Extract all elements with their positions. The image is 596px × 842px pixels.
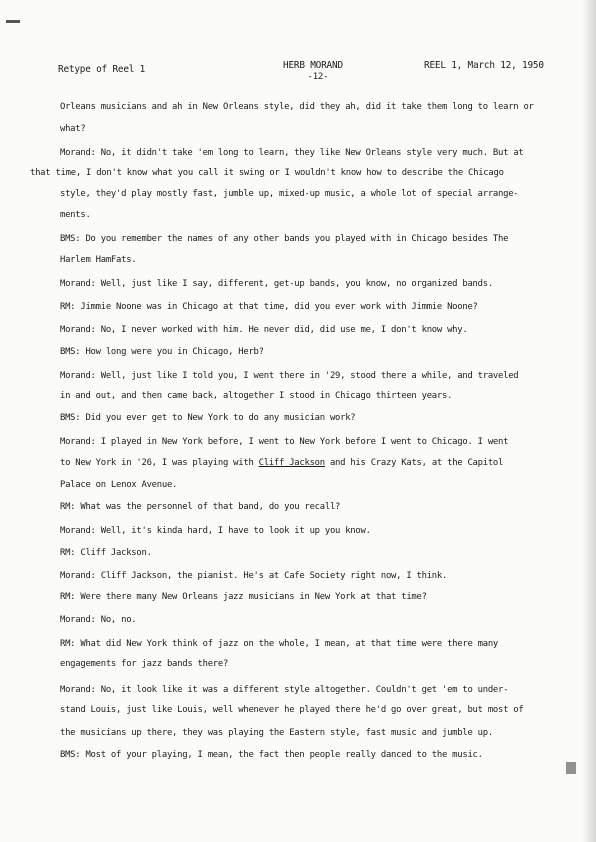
- transcript-line: what?: [60, 124, 86, 134]
- transcript-line: RM: Were there many New Orleans jazz musicians in New York at that time?: [60, 592, 427, 602]
- transcript-line: Palace on Lenox Avenue.: [60, 480, 178, 490]
- underlined-name: Cliff Jackson: [258, 458, 325, 468]
- page-number: -12-: [307, 72, 329, 82]
- transcript-line: BMS: Most of your playing, I mean, the fact then people really danced to the music.: [60, 750, 483, 760]
- interviewee-name: HERB MORAND: [283, 60, 343, 71]
- transcript-line: BMS: How long were you in Chicago, Herb?: [60, 347, 264, 357]
- reel-date: REEL 1, March 12, 1950: [424, 60, 544, 71]
- transcript-line: Morand: No, no.: [60, 615, 137, 625]
- transcript-line: RM: What did New York think of jazz on the whole, I mean, at that time were there many: [60, 639, 499, 649]
- transcript-line: Morand: No, I never worked with him. He never did, did use me, I don't know why.: [60, 325, 468, 335]
- transcript-line: Harlem HamFats.: [60, 255, 137, 265]
- transcript-line: Morand: I played in New York before, I went to New York before I went to Chicago. I went: [60, 437, 509, 447]
- transcript-line: style, they'd play mostly fast, jumble up, mixed-up music, a whole lot of special arrange-: [60, 189, 519, 199]
- scan-edge-shadow: [582, 0, 596, 842]
- transcript-line: BMS: Do you remember the names of any other bands you played with in Chicago besides The: [60, 234, 509, 244]
- transcript-line: the musicians up there, they was playing the Eastern style, fast music and jumble up.: [60, 728, 493, 738]
- transcript-line: BMS: Did you ever get to New York to do any musician work?: [60, 413, 356, 423]
- transcript-line: RM: What was the personnel of that band, do you recall?: [60, 502, 341, 512]
- transcript-line: Morand: Cliff Jackson, the pianist. He's at Cafe Society right now, I think.: [60, 571, 448, 581]
- transcript-line: stand Louis, just like Louis, well whenever he played there he'd go over great, but most of: [60, 705, 524, 715]
- transcript-line: that time, I don't know what you call it swing or I wouldn't know how to describe the Chicago: [30, 168, 504, 178]
- retype-label: Retype of Reel 1: [58, 64, 146, 75]
- scan-mark: [566, 762, 576, 774]
- transcript-line: Orleans musicians and ah in New Orleans style, did they ah, did it take them long to learn or: [60, 102, 534, 112]
- interview-title: [283, 60, 343, 82]
- transcript-line: Morand: Well, just like I say, different, get-up bands, you know, no organized bands.: [60, 279, 493, 289]
- transcript-line: Morand: Well, just like I told you, I went there in '29, stood there a while, and traveled: [60, 371, 519, 381]
- page-header: [0, 60, 596, 90]
- transcript-line: Morand: Well, it's kinda hard, I have to look it up you know.: [60, 526, 371, 536]
- transcript-line: Morand: No, it look like it was a different style altogether. Couldn't get 'em to under-: [60, 685, 509, 695]
- transcript-line: engagements for jazz bands there?: [60, 659, 229, 669]
- transcript-line: in and out, and then came back, altogether I stood in Chicago thirteen years.: [60, 391, 453, 401]
- transcript-line: RM: Cliff Jackson.: [60, 548, 152, 558]
- transcript-line: ments.: [60, 210, 91, 220]
- scan-mark: [6, 20, 20, 23]
- transcript-line: Morand: No, it didn't take 'em long to learn, they like New Orleans style very much. But at: [60, 148, 524, 158]
- transcript-line: RM: Jimmie Noone was in Chicago at that time, did you ever work with Jimmie Noone?: [60, 302, 478, 312]
- transcript-line: to New York in '26, I was playing with Cliff Jackson and his Crazy Kats, at the Capitol: [60, 458, 504, 468]
